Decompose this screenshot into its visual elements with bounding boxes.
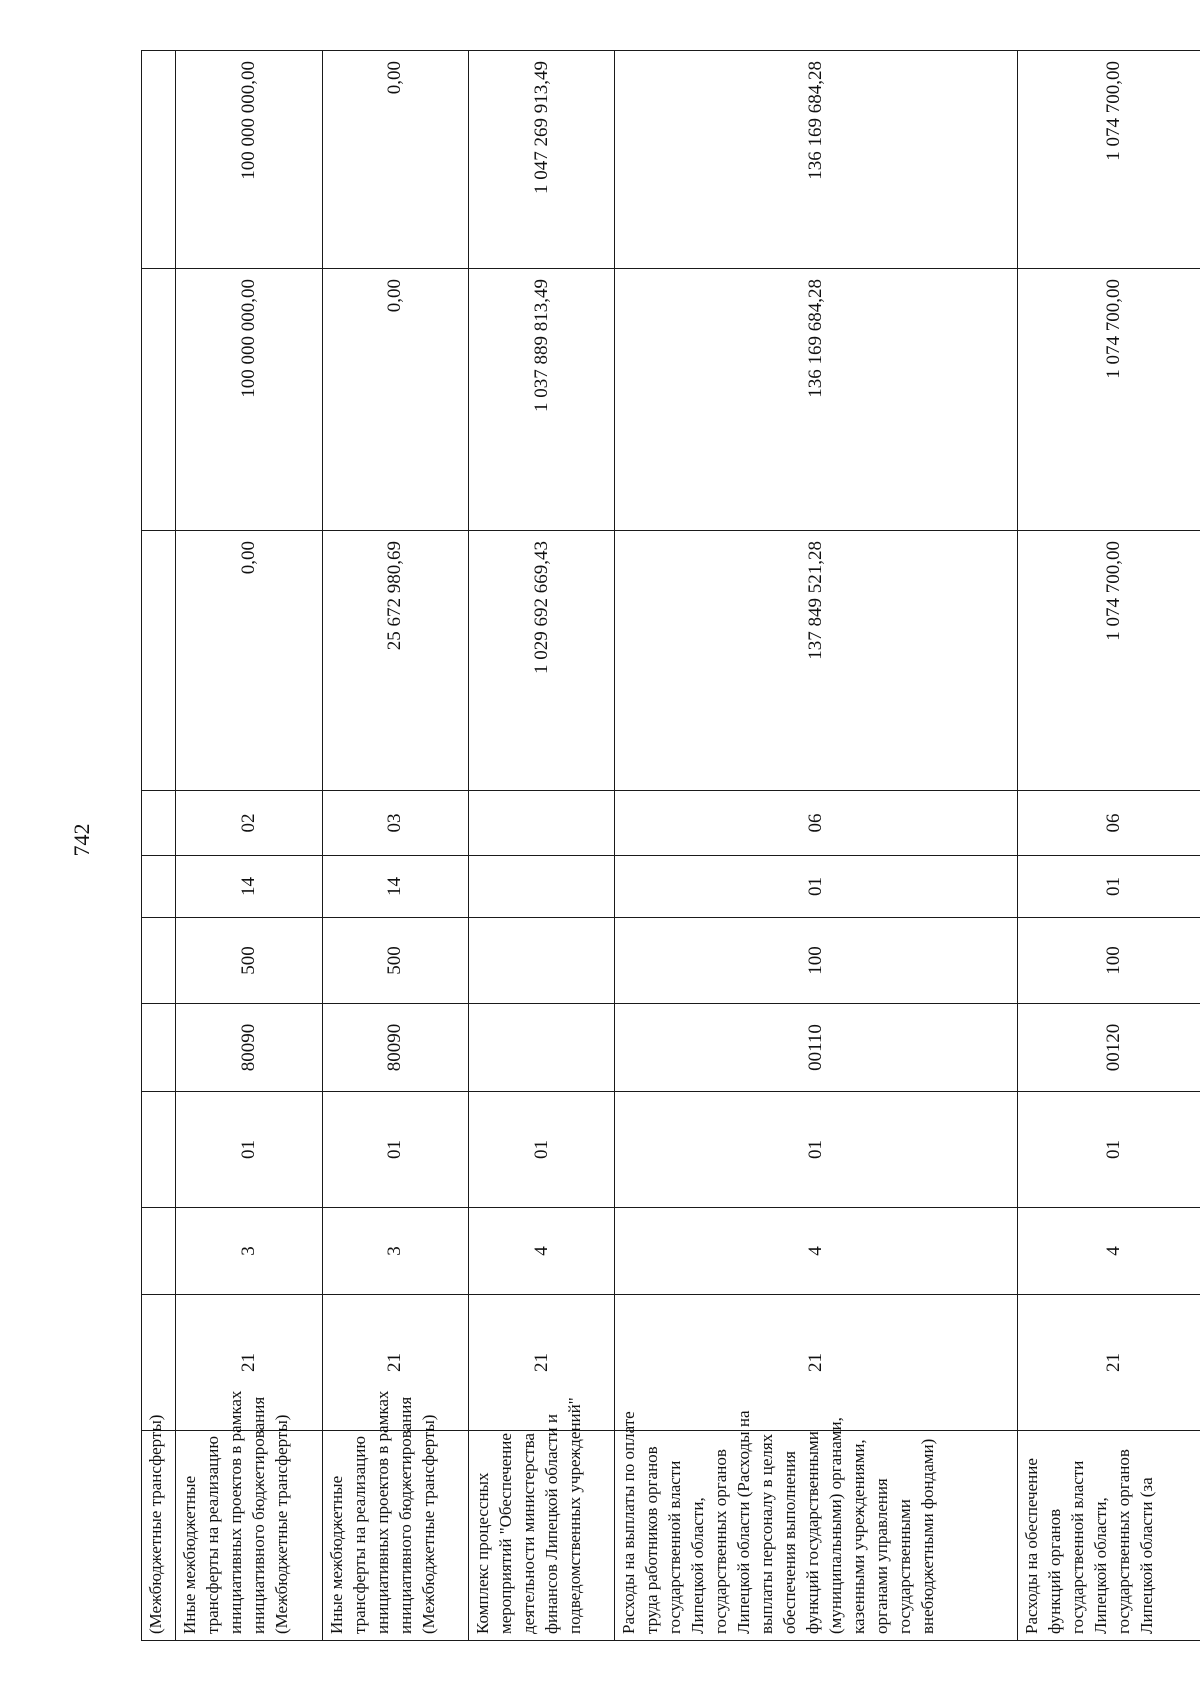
amount-1-cell: 1 029 692 669,43 <box>469 531 615 791</box>
section-code-cell: 3 <box>176 1208 322 1295</box>
description-line: мероприятий "Обеспечение <box>496 1433 516 1634</box>
table-row <box>176 51 322 1641</box>
expense-type-code-cell: 500 <box>176 918 322 1004</box>
description-line: инициативного бюджетирования <box>249 1396 269 1634</box>
chapter-code-cell: 21 <box>469 1295 615 1431</box>
amount-3-cell: 136 169 684,28 <box>615 51 1018 269</box>
amount-3-cell <box>142 51 176 269</box>
partition-code-cell: 01 <box>1018 856 1200 918</box>
description-line: (Межбюджетные трансферты) <box>272 1414 292 1634</box>
description-line: Расходы на выплаты по оплате <box>619 1411 639 1634</box>
description-line: выплаты персоналу в целях <box>757 1433 777 1634</box>
description-line: труда работников органов <box>642 1446 662 1634</box>
subsection-code-cell: 01 <box>322 1092 468 1208</box>
page-number: 742 <box>69 823 94 857</box>
target-item-code-cell: 00110 <box>615 1004 1018 1092</box>
description-line: Липецкой области (за <box>1137 1477 1157 1634</box>
description-line: обеспечения выполнения <box>780 1451 800 1634</box>
description-line: инициативных проектов в рамках <box>372 1390 392 1634</box>
amount-2-cell: 136 169 684,28 <box>615 269 1018 531</box>
amount-3-cell: 1 074 700,00 <box>1018 51 1200 269</box>
expense-type-code-cell: 500 <box>322 918 468 1004</box>
chapter-code-cell <box>142 1295 176 1431</box>
amount-2-cell: 1 037 889 813,49 <box>469 269 615 531</box>
description-line: Липецкой области, <box>688 1497 708 1634</box>
subsection-code-cell: 01 <box>615 1092 1018 1208</box>
partition-code-cell: 14 <box>176 856 322 918</box>
section-code-cell: 4 <box>1018 1208 1200 1295</box>
table-body <box>142 51 1200 1641</box>
amount-3-cell: 0,00 <box>322 51 468 269</box>
row-description <box>322 1390 468 1641</box>
description-line: Расходы на обеспечение <box>1022 1458 1042 1634</box>
amount-1-cell: 1 074 700,00 <box>1018 531 1200 791</box>
expense-type-code-cell <box>469 918 615 1004</box>
description-line: инициативного бюджетирования <box>395 1396 415 1634</box>
description-line: государственных органов <box>711 1449 731 1634</box>
description-line: (Межбюджетные трансферты) <box>418 1414 438 1634</box>
description-line: трансферты на реализацию <box>203 1435 223 1634</box>
row-description <box>176 1390 322 1641</box>
description-line: государственной власти <box>665 1460 685 1634</box>
description-line: государственными <box>895 1499 915 1634</box>
description-line: функций органов <box>1045 1508 1065 1634</box>
target-item-code-cell: 00120 <box>1018 1004 1200 1092</box>
partition-code-cell <box>469 856 615 918</box>
amount-2-cell: 100 000 000,00 <box>176 269 322 531</box>
amount-1-cell: 137 849 521,28 <box>615 531 1018 791</box>
subpartition-code-cell: 03 <box>322 791 468 856</box>
description-line: внебюджетными фондами) <box>918 1438 938 1634</box>
row-description <box>615 1410 1018 1641</box>
description-line: Липецкой области, <box>1091 1497 1111 1634</box>
amount-2-cell: 0,00 <box>322 269 468 531</box>
subsection-code-cell: 01 <box>1018 1092 1200 1208</box>
description-line: деятельности министерства <box>519 1433 539 1634</box>
description-line: государственных органов <box>1114 1449 1134 1634</box>
description-line: государственной власти <box>1068 1460 1088 1634</box>
table-row <box>322 51 468 1641</box>
partition-code-cell: 14 <box>322 856 468 918</box>
description-line: казенными учреждениями, <box>849 1439 869 1634</box>
subsection-code-cell <box>142 1092 176 1208</box>
description-line: Иные межбюджетные <box>180 1475 200 1634</box>
description-line: трансферты на реализацию <box>349 1435 369 1634</box>
description-line: инициативных проектов в рамках <box>226 1390 246 1634</box>
table-container <box>141 51 1200 1641</box>
subpartition-code-cell <box>469 791 615 856</box>
subpartition-code-cell: 02 <box>176 791 322 856</box>
description-line: финансов Липецкой области и <box>542 1414 562 1634</box>
partition-code-cell: 01 <box>615 856 1018 918</box>
amount-2-cell <box>142 269 176 531</box>
target-item-code-cell: 80090 <box>322 1004 468 1092</box>
description-line: (Межбюджетные трансферты) <box>146 1414 165 1634</box>
table-row <box>615 51 1018 1641</box>
table-row <box>142 51 176 1641</box>
section-code-cell <box>142 1208 176 1295</box>
expense-type-code-cell <box>142 918 176 1004</box>
subsection-code-cell: 01 <box>469 1092 615 1208</box>
description-line: (муниципальными) органами, <box>826 1417 846 1634</box>
amount-1-cell <box>142 531 176 791</box>
row-description <box>142 1414 176 1641</box>
chapter-code-cell: 21 <box>176 1295 322 1431</box>
section-code-cell: 4 <box>469 1208 615 1295</box>
subsection-code-cell: 01 <box>176 1092 322 1208</box>
budget-table <box>141 50 1200 1641</box>
partition-code-cell <box>142 856 176 918</box>
table-row <box>469 51 615 1641</box>
description-line: Комплекс процессных <box>473 1472 493 1634</box>
amount-3-cell: 100 000 000,00 <box>176 51 322 269</box>
description-line: подведомственных учреждений" <box>565 1397 585 1634</box>
description-line: функций государственными <box>803 1431 823 1634</box>
table-row <box>1018 51 1200 1641</box>
target-item-code-cell <box>469 1004 615 1092</box>
amount-1-cell: 0,00 <box>176 531 322 791</box>
description-line: Иные межбюджетные <box>326 1475 346 1634</box>
target-item-code-cell: 80090 <box>176 1004 322 1092</box>
row-description <box>1018 1431 1200 1641</box>
expense-type-code-cell: 100 <box>615 918 1018 1004</box>
chapter-code-cell: 21 <box>1018 1295 1200 1431</box>
amount-3-cell: 1 047 269 913,49 <box>469 51 615 269</box>
target-item-code-cell <box>142 1004 176 1092</box>
subpartition-code-cell: 06 <box>615 791 1018 856</box>
description-line: Липецкой области (Расходы на <box>734 1410 754 1634</box>
expense-type-code-cell: 100 <box>1018 918 1200 1004</box>
section-code-cell: 3 <box>322 1208 468 1295</box>
amount-1-cell: 25 672 980,69 <box>322 531 468 791</box>
chapter-code-cell: 21 <box>322 1295 468 1431</box>
subpartition-code-cell <box>142 791 176 856</box>
subpartition-code-cell: 06 <box>1018 791 1200 856</box>
description-line: органами управления <box>872 1478 892 1634</box>
section-code-cell: 4 <box>615 1208 1018 1295</box>
chapter-code-cell: 21 <box>615 1295 1018 1431</box>
row-description <box>469 1397 615 1641</box>
amount-2-cell: 1 074 700,00 <box>1018 269 1200 531</box>
